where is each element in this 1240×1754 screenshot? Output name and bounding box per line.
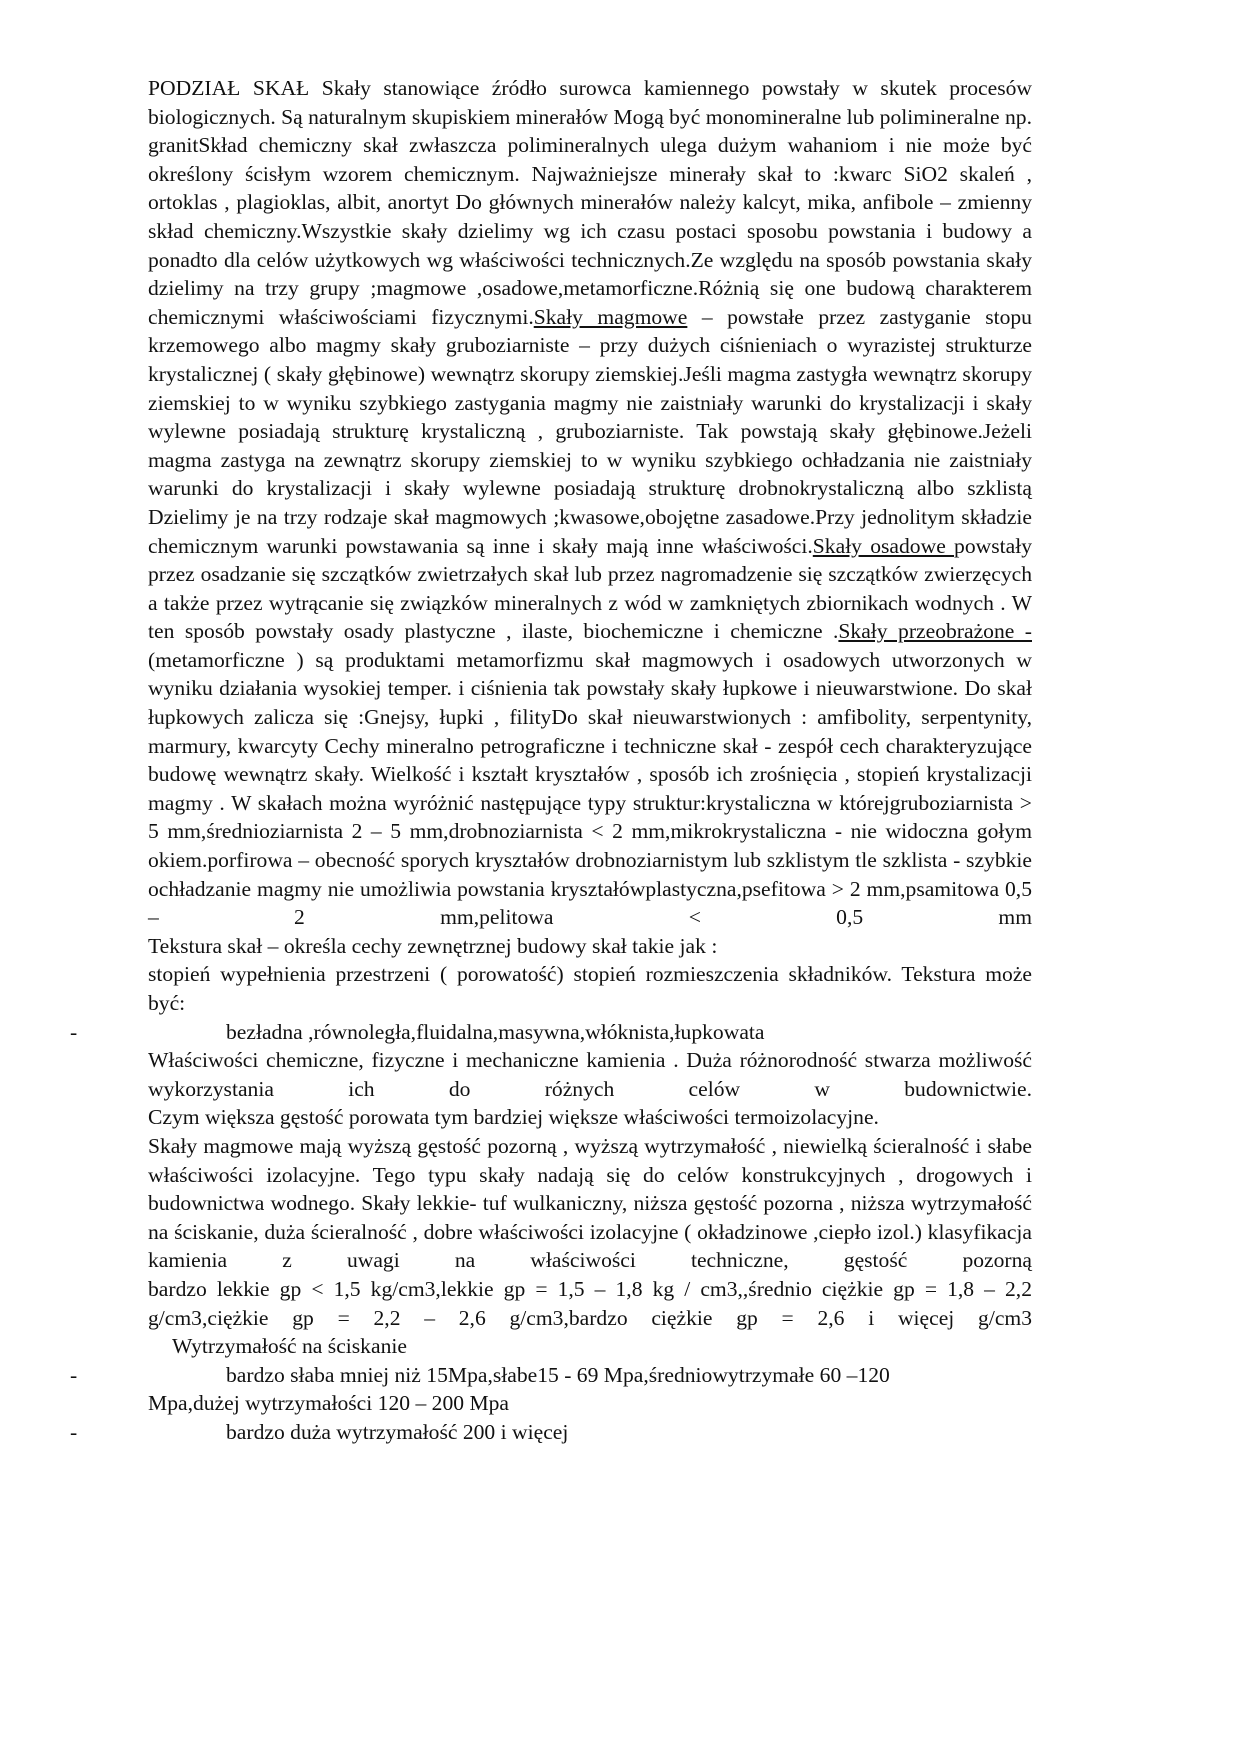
document-body [70,74,1033,1447]
heading-skaly-osadowe: Skały osadowe [812,533,955,558]
bullet-dash: - [70,1419,78,1444]
text-rodzaje: Dzielimy je na trzy rodzaje skał magmowych ;kwasowe,obojętne zasadowe.Przy jednolitym składzie chemicznym warunki powstawania są inne i skały mają inne właściwości. [148,504,1032,558]
list-item-wytrzymalosc-1 [70,1361,1032,1390]
bullet-dash: - [70,1019,78,1044]
paragraph-skaly-magmowe-cechy: Skały magmowe mają wyższą gęstość pozorną , wyższą wytrzymałość , niewielką ścieralność i słabe właściwości izolacyjne. Tego typu skały nadają się do celów konstrukcyjnych , drogowych i budownictwa wodnego. Skały lekkie- tuf wulkaniczny, niższa gęstość pozorna , niższa wytrzymałość na ściskanie, duża ścieralność , dobre właściwości izolacyjne ( okładzinowe ,ciepło izol.) klasyfikacja kamienia z uwagi na właściwości techniczne, gęstość pozorną [148,1133,1032,1273]
paragraph-klasyfikacja-gestosc: bardzo lekkie gp < 1,5 kg/cm3,lekkie gp = 1,5 – 1,8 kg / cm3,,średnio ciężkie gp = 1,8 – 2,2 g/cm3,ciężkie gp = 2,2 – 2,6 g/cm3,bardzo ciężkie gp = 2,6 i więcej g/cm3 [148,1276,1032,1330]
paragraph-tekstura: stopień wypełnienia przestrzeni ( porowatość) stopień rozmieszczenia składników. Tekstura może być: [148,962,1032,1015]
text-osadowe: powstały przez osadzanie się szczątków zwietrzałych skał lub przez nagromadzenie się szczątków zwierzęcych a także przez wytrącanie się związków mineralnych z wód w zamkniętych zbiornikach wodnych . W ten sposób powstały osady plastyczne , ilaste, biochemiczne i chemiczne . [148,533,1033,644]
list-item-text: bardzo duża wytrzymałość 200 i więcej [226,1419,569,1444]
list-item-continuation: Mpa,dużej wytrzymałości 120 – 200 Mpa [148,1391,510,1416]
text-magmowe: – powstałe przez zastyganie stopu krzemowego albo magmy skały gruboziarniste – przy dużych ciśnieniach o wyrazistej strukturze krystalicznej ( skały głębinowe) wewnątrz skorupy ziemskiej.Jeśli magma zastygła wewnątrz skorupy ziemskiej to w wyniku szybkiego zastygania magmy nie zaistniały warunki do krystalizacji i skały wylewne posiadają strukturę krystaliczną , gruboziarniste. Tak powstają skały głębinowe.Jeżeli magma zastyga na zewnątrz skorupy ziemskiej to w wyniku szybkiego ochładzania nie zaistniały warunki do krystalizacji i skały wylewne posiadają strukturę drobnokrystaliczną albo szklistą [148,304,1032,501]
heading-skaly-przeobrazone: Skały przeobrażone - [838,619,1032,644]
list-item-wytrzymalosc-2 [70,1418,1032,1447]
list-item-tekstura [70,1018,1032,1047]
paragraph-wytrzymalosc-title: Wytrzymałość na ściskanie [172,1334,407,1359]
paragraph-tekstura-def: Tekstura skał – określa cechy zewnętrznej budowy skał takie jak : [148,933,718,958]
text-intro: PODZIAŁ SKAŁ Skały stanowiące źródło surowca kamiennego powstały w skutek procesów biologicznych. Są naturalnym skupiskiem minerałów Mogą być monomineralne lub polimineralne np. granitSkład chemiczny skał zwłaszcza polimineralnych ulega dużym wahaniom i nie może być określony ścisłym wzorem chemicznym. Najważniejsze minerały skał to :kwarc SiO2 skaleń , ortoklas , plagioklas, albit, anortyt Do głównych minerałów należy kalcyt, mika, anfibole – zmienny skład chemiczny.Wszystkie skały dzielimy wg ich czasu postaci sposobu powstania i budowy a ponadto dla celów użytkowych wg właściwości technicznych.Ze względu na sposób powstania skały dzielimy na trzy grupy ;magmowe ,osadowe,metamorficzne.Różnią się one budową charakterem chemicznymi właściwościami fizycznymi. [148,76,1032,329]
bullet-dash: - [70,1362,78,1387]
heading-skaly-magmowe: Skały magmowe [533,304,688,329]
paragraph-podzial-skal [148,74,1032,503]
list-item-text: bezładna ,równoległa,fluidalna,masywna,włóknista,łupkowata [226,1019,765,1044]
paragraph-gestosc: Czym większa gęstość porowata tym bardziej większe właściwości termoizolacyjne. [148,1105,879,1130]
paragraph-wlasciwosci: Właściwości chemiczne, fizyczne i mechaniczne kamienia . Duża różnorodność stwarza możliwość wykorzystania ich do różnych celów w budownictwie. [148,1048,1032,1101]
text-przeobrazone: (metamorficzne ) są produktami metamorfizmu skał magmowych i osadowych utworzonych w wyniku działania wysokiej temper. i ciśnienia tak powstały skały łupkowe i nieuwarstwione. Do skał łupkowych zalicza się :Gnejsy, łupki , filityDo skał nieuwarstwionych : amfibolity, serpentynity, marmury, kwarcyty Cechy mineralno petrograficzne i techniczne skał - zespół cech charakteryzujące budowę wewnątrz skały. Wielkość i kształt kryształów , sposób ich zrośnięcia , stopień krystalizacji magmy . W skałach można wyróżnić następujące typy struktur:krystaliczna w którejgruboziarnista > 5 mm,średnioziarnista 2 – 5 mm,drobnoziarnista < 2 mm,mikrokrystaliczna - nie widoczna gołym okiem.porfirowa – obecność sporych kryształów drobnoziarnistym lub szklistym tle szklista - szybkie ochładzanie magmy nie umożliwia powstania kryształówplastyczna,psefitowa > 2 mm,psamitowa 0,5 – 2 mm,pelitowa < 0,5 mm [148,647,1032,930]
list-item-text: bardzo słaba mniej niż 15Mpa,słabe15 - 69 Mpa,średniowytrzymałe 60 –120 [226,1362,890,1387]
paragraph-rodzaje [148,503,1032,932]
